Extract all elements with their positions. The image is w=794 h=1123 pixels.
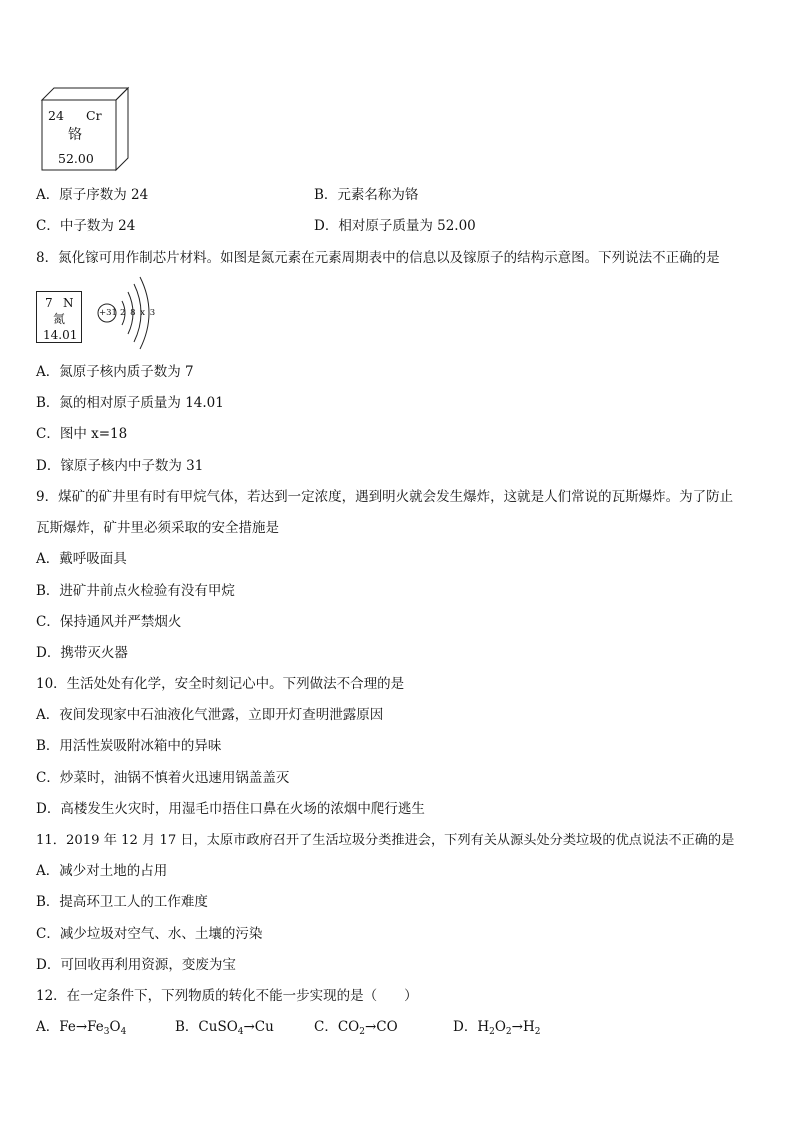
formula-part: →Cu: [243, 1019, 274, 1035]
nucleus-charge: +31: [99, 308, 117, 318]
q7-option-d[interactable]: D．相对原子质量为 52.00: [314, 218, 476, 234]
q9-option-a[interactable]: A．戴呼吸面具: [36, 551, 127, 567]
subscript: 3: [103, 1027, 110, 1037]
subscript: 4: [237, 1027, 244, 1037]
q12-option-d[interactable]: [453, 1021, 540, 1035]
formula-part: →H: [511, 1019, 535, 1035]
q10-option-b[interactable]: B．用活性炭吸附冰箱中的异味: [36, 738, 222, 754]
q10-stem: 10．生活处处有化学，安全时刻记心中。下列做法不合理的是: [36, 676, 405, 692]
subscript: 2: [534, 1027, 541, 1037]
q12-stem: 12．在一定条件下，下列物质的转化不能一步实现的是（ ）: [36, 988, 418, 1004]
nitrogen-element-box: [36, 291, 82, 343]
q8-option-b[interactable]: B．氮的相对原子质量为 14.01: [36, 395, 224, 411]
subscript: 2: [489, 1027, 495, 1037]
chromium-element-cube: [36, 84, 132, 174]
subscript: 2: [359, 1027, 365, 1037]
formula-part: A．Fe→Fe: [36, 1019, 104, 1035]
q7-option-b[interactable]: B．元素名称为铬: [314, 187, 419, 203]
q7-option-a[interactable]: A．原子序数为 24: [36, 187, 149, 203]
q11-option-d[interactable]: D．可回收再利用资源，变废为宝: [36, 957, 236, 973]
q9-option-d[interactable]: D．携带灭火器: [36, 645, 128, 661]
q12-option-c[interactable]: [314, 1021, 398, 1035]
q12-option-b[interactable]: [175, 1021, 274, 1035]
subscript: 2: [505, 1027, 512, 1037]
subscript: 4: [120, 1027, 127, 1037]
formula-part: C．CO: [314, 1019, 360, 1035]
cube-element-name: 铬: [68, 127, 82, 143]
formula-part: B．CuSO: [175, 1019, 238, 1035]
q9-stem-line1: 9．煤矿的矿井里有时有甲烷气体，若达到一定浓度，遇到明火就会发生爆炸，这就是人们常说的瓦斯爆炸。为了防止: [36, 489, 734, 505]
q9-option-c[interactable]: C．保持通风并严禁烟火: [36, 614, 182, 630]
q9-option-b[interactable]: B．进矿井前点火检验有没有甲烷: [36, 583, 235, 599]
nbox-symbol: N: [63, 296, 74, 310]
formula-part: D．H: [453, 1019, 490, 1035]
q10-option-a[interactable]: A．夜间发现家中石油液化气泄露，立即开灯查明泄露原因: [36, 707, 384, 723]
q8-option-a[interactable]: A．氮原子核内质子数为 7: [36, 364, 194, 380]
cube-atomic-number: 24: [48, 108, 64, 123]
q8-option-d[interactable]: D．镓原子核内中子数为 31: [36, 458, 204, 474]
formula-part: O: [494, 1019, 506, 1035]
q11-option-c[interactable]: C．减少垃圾对空气、水、土壤的污染: [36, 926, 263, 942]
gallium-atom-diagram: [94, 276, 160, 350]
formula-part: O: [109, 1019, 121, 1035]
nbox-atomic-number: 7: [45, 296, 53, 310]
q11-option-a[interactable]: A．减少对土地的占用: [36, 863, 168, 879]
cube-symbol: Cr: [86, 108, 102, 123]
q12-option-a[interactable]: [36, 1021, 126, 1035]
q11-option-b[interactable]: B．提高环卫工人的工作难度: [36, 894, 208, 910]
shell-electrons: 2 8 x 3: [120, 308, 157, 318]
q10-option-c[interactable]: C．炒菜时，油锅不慎着火迅速用锅盖盖灭: [36, 770, 290, 786]
q8-option-c[interactable]: C．图中 x=18: [36, 426, 128, 442]
q10-option-d[interactable]: D．高楼发生火灾时，用湿毛巾捂住口鼻在火场的浓烟中爬行逃生: [36, 801, 425, 817]
nbox-atomic-mass: 14.01: [43, 328, 78, 342]
q11-stem: 11．2019 年 12 月 17 日，太原市政府召开了生活垃圾分类推进会，下列有关从源头处分类垃圾的优点说法不正确的是: [36, 833, 735, 848]
formula-part: →CO: [364, 1019, 398, 1035]
nbox-element-name: 氮: [53, 312, 66, 326]
q8-stem: 8．氮化镓可用作制芯片材料。如图是氮元素在元素周期表中的信息以及镓原子的结构示意图。下列说法不正确的是: [36, 250, 720, 266]
q7-option-c[interactable]: C．中子数为 24: [36, 218, 136, 234]
cube-atomic-mass: 52.00: [58, 151, 94, 166]
q9-stem-line2: 瓦斯爆炸，矿井里必须采取的安全措施是: [36, 520, 279, 536]
